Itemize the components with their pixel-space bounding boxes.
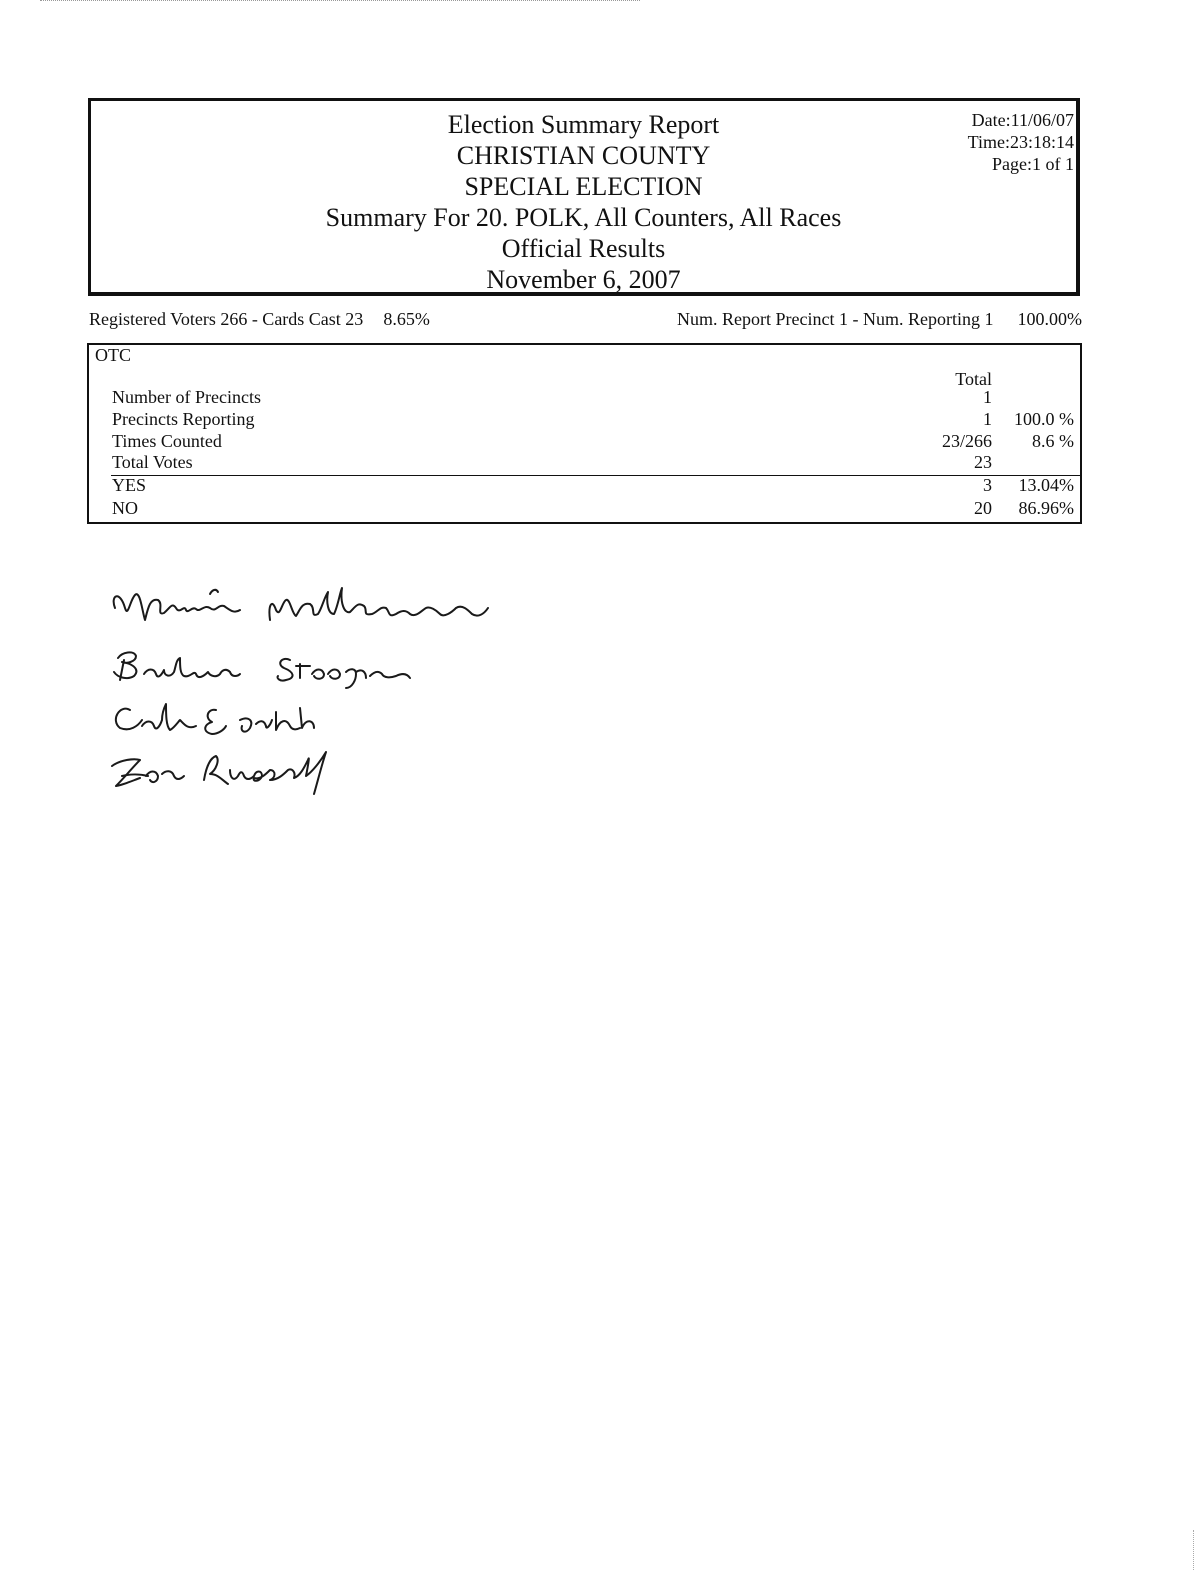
- county-name: CHRISTIAN COUNTY: [456, 141, 711, 170]
- choice-count: 20: [974, 498, 992, 518]
- report-meta: [968, 109, 1074, 175]
- stat-percent: 100.0 %: [1014, 409, 1074, 429]
- stat-row: [89, 409, 1080, 431]
- total-column-header: Total: [955, 369, 992, 389]
- stat-label: Precincts Reporting: [112, 409, 255, 429]
- stat-label: Total Votes: [112, 452, 193, 472]
- stat-count: 23: [974, 452, 992, 472]
- stat-row: [89, 452, 1080, 474]
- election-date: November 6, 2007: [486, 265, 681, 294]
- stat-count: 1: [983, 409, 992, 429]
- choice-label: YES: [112, 475, 147, 495]
- election-name: SPECIAL ELECTION: [464, 172, 703, 201]
- stat-label: Times Counted: [112, 431, 222, 451]
- race-title: OTC: [95, 345, 131, 365]
- choice-count: 3: [983, 475, 992, 495]
- signatures-drawing: [100, 580, 580, 810]
- report-title: Election Summary Report: [447, 110, 720, 139]
- precinct-reporting-summary: [677, 309, 1082, 330]
- signature-1: [114, 588, 488, 620]
- report-date: Date:11/06/07: [971, 110, 1074, 130]
- choice-row: [89, 498, 1080, 520]
- stat-percent: 8.6 %: [1032, 431, 1074, 451]
- race-results-box: [87, 343, 1082, 524]
- choice-row: [89, 475, 1080, 497]
- scan-edge-mark: [40, 0, 640, 5]
- results-status: Official Results: [501, 234, 666, 263]
- signature-3: [116, 704, 314, 734]
- report-time: Time:23:18:14: [967, 132, 1074, 152]
- handwritten-signatures: [100, 580, 580, 810]
- voter-turnout-percent: 8.65%: [383, 309, 430, 329]
- stat-label: Number of Precincts: [112, 387, 261, 407]
- choice-label: NO: [112, 498, 138, 518]
- report-page: Page:1 of 1: [992, 154, 1074, 174]
- stat-count: 1: [983, 387, 992, 407]
- stat-row: [89, 431, 1080, 453]
- precinct-reporting-text: Num. Report Precinct 1 - Num. Reporting 1: [677, 309, 994, 329]
- voter-turnout-text: Registered Voters 266 - Cards Cast 23: [89, 309, 364, 329]
- choice-percent: 86.96%: [1018, 498, 1074, 518]
- summary-scope: Summary For 20. POLK, All Counters, All Races: [325, 203, 842, 232]
- signature-2: [114, 652, 410, 688]
- voter-turnout-summary: [89, 309, 430, 330]
- stat-count: 23/266: [941, 431, 992, 451]
- choice-percent: 13.04%: [1018, 475, 1074, 495]
- scan-edge-mark: [1192, 1530, 1194, 1570]
- stat-row: [89, 387, 1080, 409]
- report-header: [88, 98, 1080, 296]
- precinct-reporting-percent: 100.00%: [1017, 309, 1082, 329]
- signature-4: [112, 752, 326, 794]
- report-title-block: [91, 109, 1076, 295]
